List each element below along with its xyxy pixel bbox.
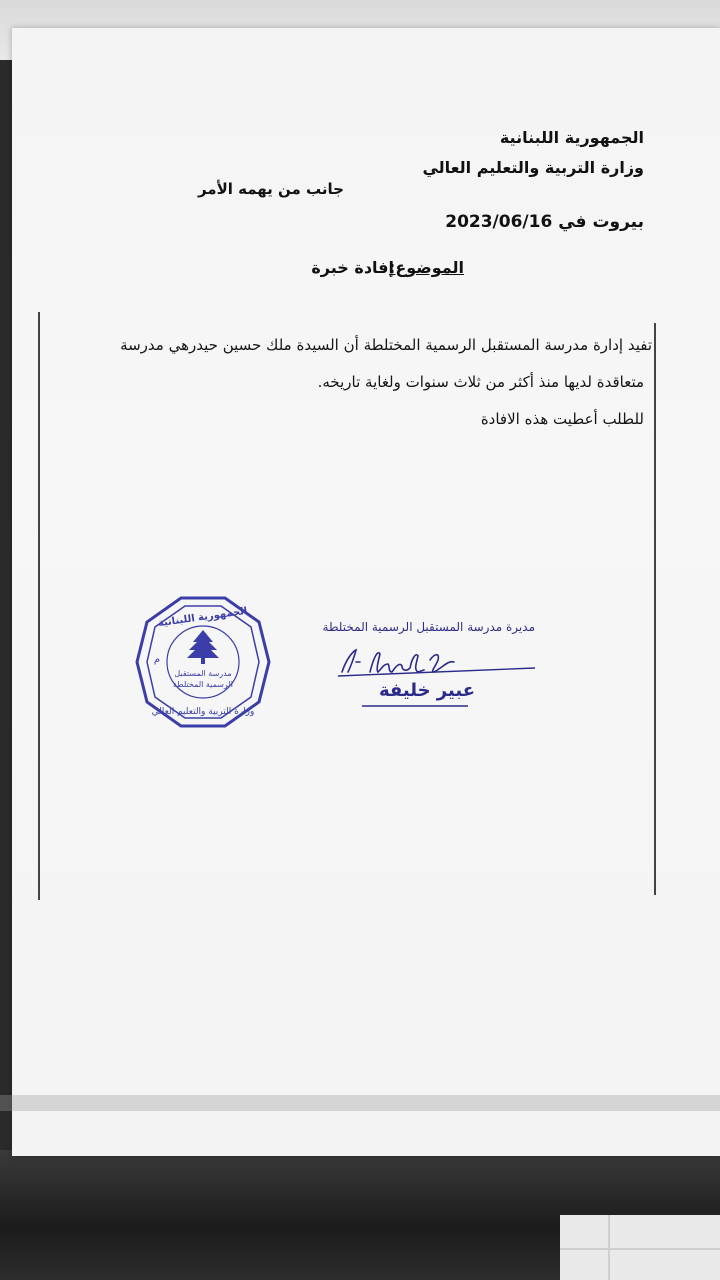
body-line-3: للطلب أعطيت هذه الافادة (480, 410, 644, 428)
signature-block (320, 620, 535, 715)
country-heading: الجمهورية اللبنانية (499, 128, 644, 147)
addressee-line: جانب من يهمه الأمر (197, 180, 344, 198)
place-date: بيروت في 2023/06/16 (445, 212, 644, 232)
official-stamp (133, 592, 273, 732)
stamp-bottom-text: وزارة التربية والتعليم العالي (151, 707, 255, 717)
signatory-name: عبير خليفة (379, 680, 475, 701)
subject-value: إفادة خبرة (311, 258, 394, 277)
frame-left-line (38, 312, 40, 900)
ministry-heading: وزارة التربية والتعليم العالي (422, 158, 644, 177)
stamp-inner-line-2: الرسمية المختلطة (172, 680, 234, 689)
body-line-2: متعاقدة لديها منذ أكثر من ثلاث سنوات ولغاية تاريخه. (317, 373, 644, 391)
stamp-side-mark: م (153, 654, 161, 665)
handwritten-signature (330, 642, 535, 682)
body-line-1: تفيد إدارة مدرسة المستقبل الرسمية المختلطة أن السيدة ملك حسين حيدرهي مدرسة (120, 336, 652, 354)
frame-right-line (654, 323, 656, 895)
stamp-outer-text: الجمهورية اللبنانية (157, 605, 249, 630)
stamp-inner-line-1: مدرسة المستقبل (174, 669, 232, 678)
subject-label: الموضوع: (388, 258, 464, 277)
document-paper (12, 28, 720, 1156)
paper-fold-shadow (0, 1095, 720, 1111)
background-tiles (560, 1215, 720, 1280)
name-underline (360, 702, 470, 710)
signatory-title: مديرة مدرسة المستقبل الرسمية المختلطة (322, 620, 535, 634)
cedar-icon (187, 630, 219, 664)
